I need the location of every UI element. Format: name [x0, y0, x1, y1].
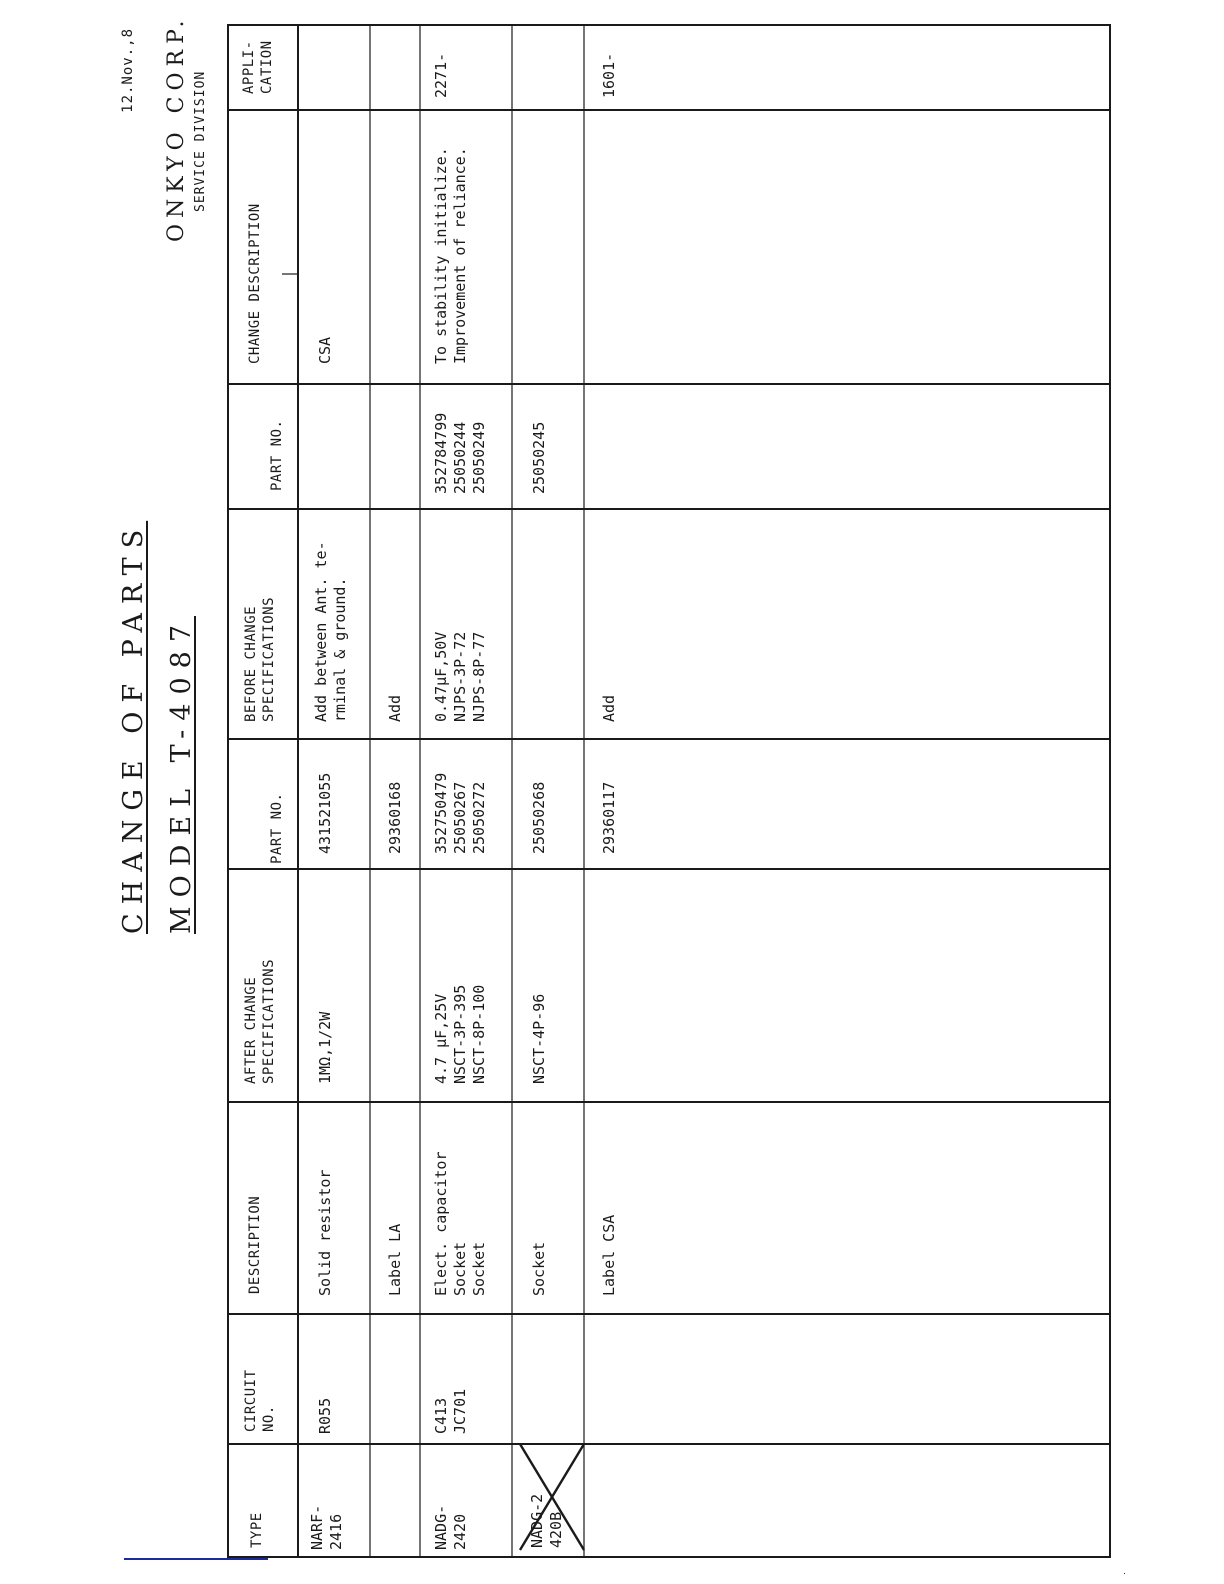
row5-application: 1601-: [600, 52, 618, 98]
row1-change: CSA: [316, 336, 334, 364]
footer-blue-rule: [124, 1558, 268, 1560]
row5-before-spec: Add: [600, 694, 618, 722]
row1-circuit: R055: [316, 1397, 334, 1434]
date-stamp: 12.Nov.,8: [120, 28, 136, 113]
row1-type: NARF- 2416: [308, 1504, 345, 1550]
row1-after-spec: 1MΩ,1/2W: [316, 1011, 334, 1084]
header-after-part-no: PART NO.: [269, 792, 285, 864]
header-application: APPLI- CATION: [241, 40, 275, 94]
model-title: MODEL T-4087: [166, 615, 197, 934]
row3-before-spec: 0.47μF,50V NJPS-3P-72 NJPS-8P-77: [432, 631, 488, 722]
header-type: TYPE: [249, 1512, 265, 1548]
row4-type: NADG-2 420B: [528, 1493, 565, 1548]
header-description: DESCRIPTION: [247, 1195, 263, 1294]
row3-change: To stability initialize. Improvement of reliance.: [432, 147, 469, 364]
row1-after-part: 431521055: [316, 772, 334, 854]
row5-after-part: 29360117: [600, 781, 618, 854]
division-name: SERVICE DIVISION: [193, 70, 208, 212]
company-name: ONKYO CORP.: [164, 14, 189, 242]
row5-description: Label CSA: [600, 1214, 618, 1296]
row1-before-spec: Add between Ant. te- rminal & ground.: [312, 541, 349, 722]
row3-before-part: 352784799 25050244 25050249: [432, 412, 488, 494]
row3-after-part: 352750479 25050267 25050272: [432, 772, 488, 854]
row4-before-part: 25050245: [530, 421, 548, 494]
header-before-part-no: PART NO.: [269, 419, 285, 491]
margin-rule: [1124, 1573, 1125, 1574]
row4-after-spec: NSCT-4P-96: [530, 993, 548, 1084]
row3-application: 2271-: [432, 52, 450, 98]
header-after-change: AFTER CHANGE SPECIFICATIONS: [243, 958, 277, 1084]
page-title: CHANGE OF PARTS: [118, 520, 149, 934]
row4-after-part: 25050268: [530, 781, 548, 854]
row3-description: Elect. capacitor Socket Socket: [432, 1151, 488, 1296]
row4-description: Socket: [530, 1241, 548, 1296]
row3-type: NADG- 2420: [432, 1504, 469, 1550]
header-circuit-no: CIRCUIT NO.: [243, 1369, 277, 1432]
row2-description: Label LA: [386, 1223, 404, 1296]
row2-after-part: 29360168: [386, 781, 404, 854]
row3-circuit: C413 JC701: [432, 1388, 469, 1434]
header-before-change: BEFORE CHANGE SPECIFICATIONS: [243, 596, 277, 722]
row3-after-spec: 4.7 μF,25V NSCT-3P-395 NSCT-8P-100: [432, 984, 488, 1084]
row1-description: Solid resistor: [316, 1169, 334, 1296]
header-change-description: CHANGE DESCRIPTION: [247, 203, 263, 364]
table-border: [228, 25, 1110, 1557]
row2-before-spec: Add: [386, 694, 404, 722]
